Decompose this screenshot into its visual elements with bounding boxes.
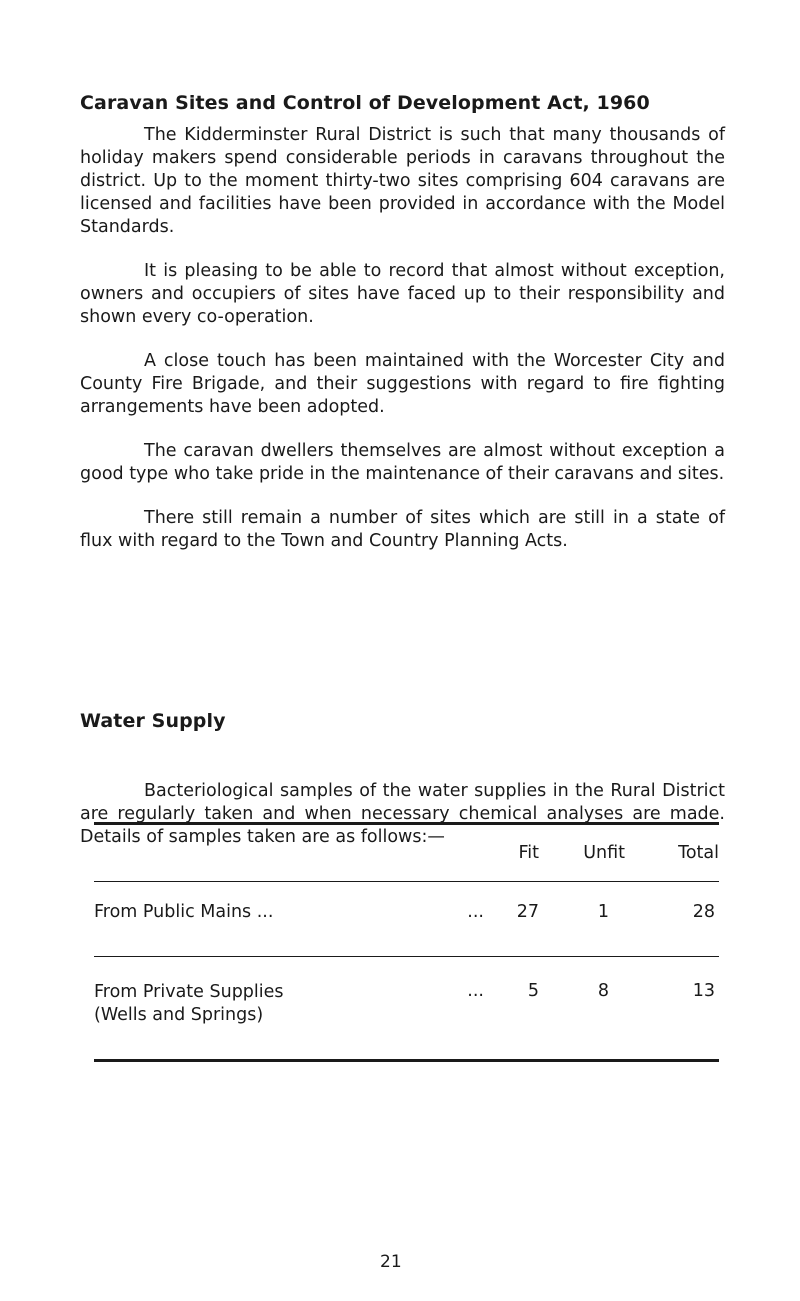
paragraph-2: It is pleasing to be able to record that almost without exception, owners and occupiers of sites have faced up to their responsibility and shown every co-operation. [80,261,725,327]
table-row [94,957,719,1061]
paragraph-3: A close touch has been maintained with the Worcester City and County Fire Brigade, and their suggestions with regard to fire fighting arrangements have been adopted. [80,351,725,417]
paragraph-5: There still remain a number of sites which are still in a state of flux with regard to the Town and Country Planning Acts. [80,508,725,551]
cell-total: 28 [692,902,715,922]
section-title-caravan: Caravan Sites and Control of Development Act, 1960 [80,92,650,114]
row-label: From Public Mains ... [94,902,274,922]
row-label [94,957,394,1061]
row-dots: ... [467,981,484,1001]
header-total: Total [678,843,719,863]
header-fit: Fit [518,843,539,863]
page-number: 21 [380,1252,402,1272]
section-title-water: Water Supply [80,710,226,732]
row-label-line-2: (Wells and Springs) [94,1005,264,1025]
samples-table [94,822,719,1062]
table-bottom-rule [94,1061,719,1063]
header-unfit: Unfit [583,843,625,863]
cell-total: 13 [692,981,715,1001]
row-dots: ... [467,902,484,922]
paragraph-1: The Kidderminster Rural District is such that many thousands of holiday makers spend considerable periods in caravans throughout the district. Up to the moment thirty-two sites comprising 604 caravans are licensed and facilities have been provided in accordance with the Model Standards. [80,125,725,237]
cell-fit: 27 [516,902,539,922]
row-label-line-1: From Private Supplies [94,982,284,1002]
cell-unfit: 1 [597,902,609,922]
caravan-section [80,92,725,553]
cell-unfit: 8 [597,981,609,1001]
table-header-row [94,824,719,882]
water-paragraph: Bacteriological samples of the water supplies in the Rural District are regularly taken and when necessary chemical analyses are made. Details of samples taken are as follows:— [80,781,725,847]
paragraph-4: The caravan dwellers themselves are almost without exception a good type who take pride in the maintenance of their caravans and sites. [80,441,725,484]
table-row [94,882,719,957]
cell-fit: 5 [527,981,539,1001]
